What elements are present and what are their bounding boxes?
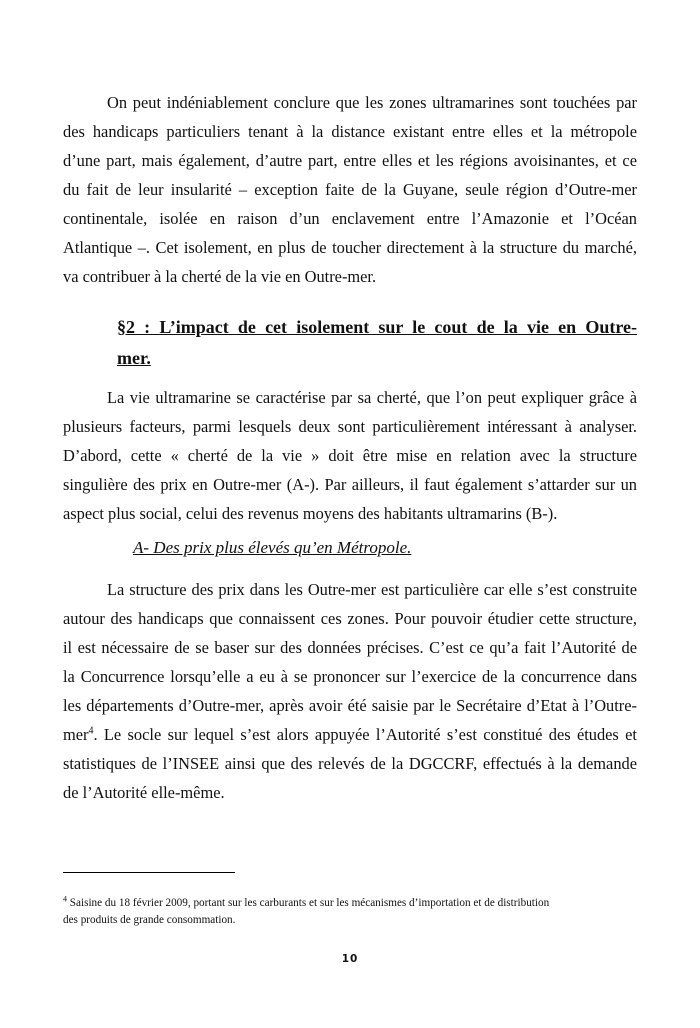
footnote-line: des produits de grande consommation.	[63, 914, 236, 926]
text-line: plusieurs facteurs, parmi lesquels deux sont particulièrement intéressant à analyser.	[63, 417, 637, 436]
text-line: va contribuer à la cherté de la vie en Outre-mer.	[63, 267, 377, 286]
footnote-separator	[63, 872, 235, 873]
text: mer	[63, 725, 89, 744]
text-line	[63, 725, 637, 745]
section-heading-line: §2 : L’impact de cet isolement sur le cout de la vie en Outre-	[117, 317, 637, 337]
text-line: les départements d’Outre-mer, après avoir été saisie par le Secrétaire d’Etat à l’Outre-	[63, 696, 637, 715]
text-line: statistiques de l’INSEE ainsi que des relevés de la DGCCRF, effectués à la demande	[63, 754, 637, 773]
footnote-reference[interactable]: 4	[88, 725, 94, 737]
footnote-line	[63, 895, 549, 911]
text-line: d’une part, mais également, d’autre part, entre elles et les régions avoisinantes, et ce	[63, 151, 637, 170]
text: . Le socle sur lequel s’est alors appuyée l’Autorité s’est constitué des études et	[93, 725, 637, 744]
text-line: singulière des prix en Outre-mer (A-). Par ailleurs, il faut également s’attarder sur un	[63, 475, 637, 494]
text-line: de l’Autorité elle-même.	[63, 783, 225, 802]
text-line: La vie ultramarine se caractérise par sa cherté, que l’on peut expliquer grâce à	[107, 388, 637, 407]
footnote-text: Saisine du 18 février 2009, portant sur les carburants et sur les mécanismes d’importation et de distribution	[67, 897, 550, 909]
section-heading-line: mer.	[117, 348, 151, 368]
text-line: la Concurrence lorsqu’elle a eu à se prononcer sur l’exercice de la concurrence dans	[63, 667, 637, 686]
text-line: continentale, isolée en raison d’un enclavement entre l’Amazonie et l’Océan	[63, 209, 637, 228]
text-line: On peut indéniablement conclure que les zones ultramarines sont touchées par	[107, 93, 637, 112]
text-line: autour des handicaps que connaissent ces zones. Pour pouvoir étudier cette structure,	[63, 609, 637, 628]
text-line: des handicaps particuliers tenant à la distance existant entre elles et la métropole	[63, 122, 637, 141]
page-number: 10	[341, 953, 359, 965]
text-line: il est nécessaire de se baser sur des données précises. C’est ce qu’a fait l’Autorité de	[63, 638, 637, 657]
footnote-number: 4	[63, 894, 67, 904]
text-line: aspect plus social, celui des revenus moyens des habitants ultramarins (B-).	[63, 504, 558, 523]
subsection-heading: A- Des prix plus élevés qu’en Métropole.	[133, 538, 412, 557]
text-line: Atlantique –. Cet isolement, en plus de toucher directement à la structure du marché,	[63, 238, 637, 257]
text-line: La structure des prix dans les Outre-mer est particulière car elle s’est construite	[107, 580, 637, 599]
text-line: D’abord, cette « cherté de la vie » doit être mise en relation avec la structure	[63, 446, 637, 465]
text-line: du fait de leur insularité – exception faite de la Guyane, seule région d’Outre-mer	[63, 180, 637, 199]
